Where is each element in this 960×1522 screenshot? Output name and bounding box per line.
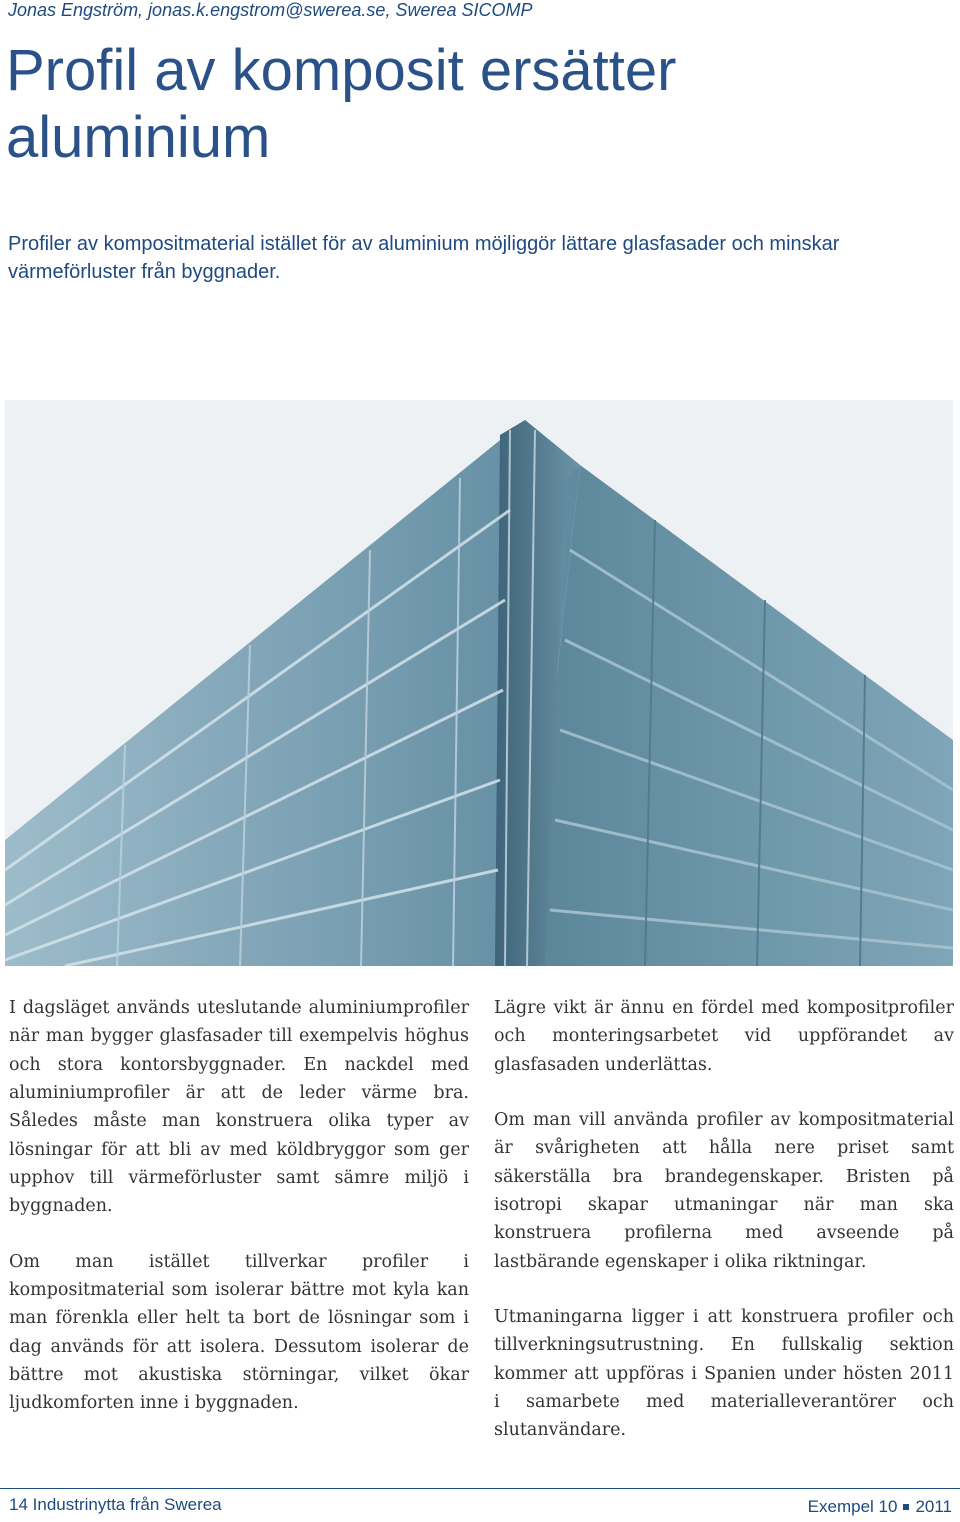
body-paragraph: Lägre vikt är ännu en fördel med kompositprofiler och monteringsarbetet vid uppförandet av glasfasaden underlättas. [494, 998, 954, 1075]
footer-left [9, 1495, 222, 1515]
separator-square-icon [903, 1504, 909, 1510]
lead-paragraph: Profiler av kompositmaterial istället för av aluminium möjliggör lättare glasfasader och minskar värmeförluster från byggnader. [8, 233, 840, 283]
example-label: Exempel 10 [807, 1497, 898, 1516]
footer-divider [0, 1488, 960, 1489]
body-paragraph: Om man istället tillverkar profiler i kompositmaterial som isolerar bättre mot kyla kan man förenkla eller helt ta bort de lösningar som i dag används för att isolera. Dessutom isolerar de bättre mot akustiska störningar, vilket ökar ljudkomforten inne i byggnaden. [9, 1251, 469, 1414]
page-number: 14 [9, 1495, 28, 1514]
footer-right [808, 1497, 952, 1517]
body-column-right [494, 994, 954, 1472]
body-paragraph: Utmaningarna ligger i att konstruera profiler och tillverkningsutrustning. En fullskalig sektion kommer att uppföras i Spanien under hösten 2011 i samarbete med materialleverantörer och slutanvändare. [494, 1307, 954, 1441]
body-column-left [9, 994, 469, 1445]
body-paragraph: I dagsläget används uteslutande aluminiumprofiler när man bygger glasfasader till exempelvis höghus och stora kontorsbyggnader. En nackdel med aluminiumprofiler är att de leder värme bra. Således måste man konstruera olika typer av lösningar för att bli av med köldbryggor som ger upphov till värmeförluster samt sämre miljö i byggnaden. [9, 998, 469, 1217]
building-photo [5, 400, 953, 966]
author-line: Jonas Engström, jonas.k.engstrom@swerea.se, Swerea SICOMP [8, 0, 533, 20]
page-title: Profil av komposit ersätter aluminium [6, 38, 677, 170]
footer-year: 2011 [915, 1497, 952, 1516]
publication-name: Industrinytta från Swerea [32, 1495, 222, 1514]
body-paragraph: Om man vill använda profiler av kompositmaterial är svårigheten att hålla nere priset samt säkerställa bra brandegenskaper. Bristen på isotropi skapar utmaningar när man ska konstruera profilerna med avseende på lastbärande egenskaper i olika riktningar. [494, 1110, 954, 1272]
